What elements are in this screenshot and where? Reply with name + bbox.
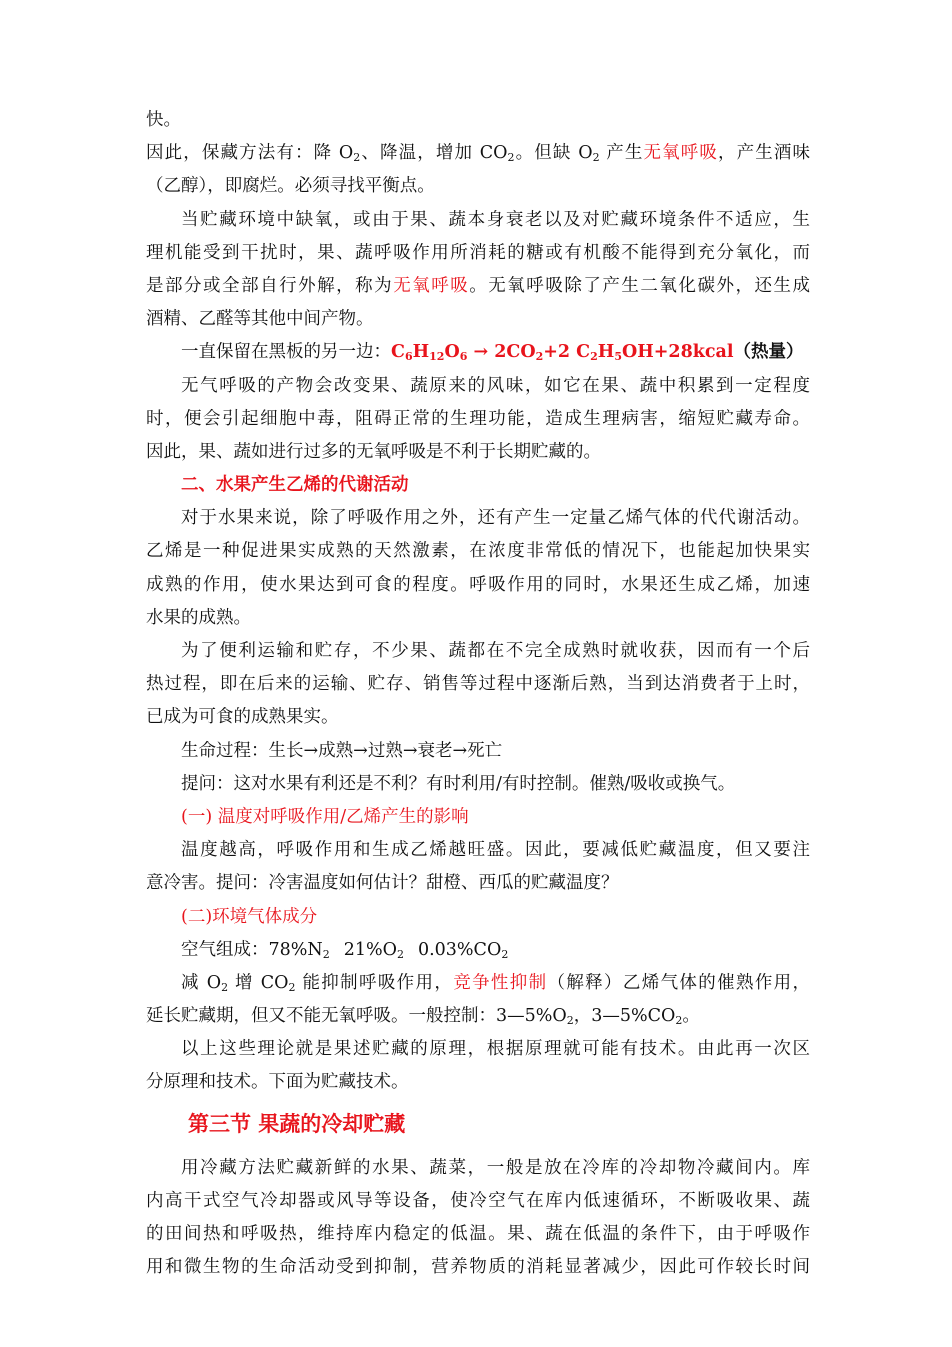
highlight-competitive: 竞争性抑制 [453,972,548,993]
highlight-anaerobic: 无氧呼吸 [643,143,718,164]
text-line: 延长贮藏期，但又不能无氧呼吸。一般控制：$3—5\%O_2$，$3—5\%CO_2$。 [146,1006,700,1028]
text-line: 空气组成：$78\%N_2$ $21\%O_2$ $0.03\%CO_2$ [181,939,509,961]
document-body [146,104,810,1284]
text-line: 快。 [146,110,181,130]
text-line: 减 $O_2$ 增 $CO_2$ 能抑制呼吸作用，竞争性抑制（解释）乙烯气体的催熟作用， [181,972,811,994]
text-line: 乙烯是一种促进果实成熟的天然激素，在浓度非常低的情况下，也能起加快果实 [146,541,810,562]
text-line: 生命过程：生长→成熟→过熟→衰老→死亡 [181,740,503,761]
text-line: 温度越高，呼吸作用和生成乙烯越旺盛。因此，要减低贮藏温度，但又要注 [181,840,810,861]
text-line: 用和微生物的生命活动受到抑制，营养物质的消耗显著减少，因此可作较长时间 [146,1257,810,1278]
section-heading: 第三节 果蔬的冷却贮藏 [188,1110,406,1136]
text-line: 对于水果来说，除了呼吸作用之外，还有产生一定量乙烯气体的代代谢活动。 [181,508,810,529]
text-line: 理机能受到干扰时，果、蔬呼吸作用所消耗的糖或有机酸不能得到充分氧化，而 [146,242,810,263]
text-line: 用冷藏方法贮藏新鲜的水果、蔬菜，一般是放在冷库的冷却物冷藏间内。库 [181,1157,810,1178]
text-line: 提问：这对水果有利还是不利？有时利用/有时控制。催熟/吸收或换气。 [181,773,736,794]
text-line: 的田间热和呼吸热，维持库内稳定的低温。果、蔬在低温的条件下，由于呼吸作 [146,1224,810,1244]
text-line: 因此，果、蔬如进行过多的无氧呼吸是不利于长期贮藏的。 [146,441,601,462]
text-line: （乙醇），即腐烂。必须寻找平衡点。 [146,176,435,197]
text-line: 以上这些理论就是果述贮藏的原理，根据原理就可能有技术。由此再一次区 [181,1039,810,1060]
subheading-temperature: (一) 温度对呼吸作用/乙烯产生的影响 [181,806,469,827]
text-line: 当贮藏环境中缺氧，或由于果、蔬本身衰老以及对贮藏环境条件不适应，生 [181,209,810,230]
chemical-formula: $C_6H_{12}O_6 \to 2CO_2+2$ $C_2H_5OH+28kcal$ [391,342,734,364]
text-line: 酒精、乙醛等其他中间产物。 [146,309,374,330]
text-line: 分原理和技术。下面为贮藏技术。 [146,1072,409,1093]
text-line: 内高干式空气冷却器或风导等设备，使冷空气在库内低速循环，不断吸收果、蔬 [146,1190,810,1211]
text-line: 为了便利运输和贮存，不少果、蔬都在不完全成熟时就收获，因而有一个后 [181,641,810,661]
subheading-gas: (二)环境气体成分 [181,906,318,927]
text-line: 意冷害。提问：冷害温度如何估计？甜橙、西瓜的贮藏温度？ [146,873,619,894]
text-line: 水果的成熟。 [146,607,251,628]
text-line: 因此，保藏方法有：降 $O_2$、降温，增加 $CO_2$。但缺 $O_2$ 产生无氧呼吸，产生酒味 [146,143,810,165]
formula-line: 一直保留在黑板的另一边：$C_6H_{12}O_6 \to 2CO_2+2$ $C_2H_5OH+28kcal$（热量） [181,342,804,364]
text-line: 成熟的作用，使水果达到可食的程度。呼吸作用的同时，水果还生成乙烯，加速 [146,574,810,595]
text-line: 时，便会引起细胞中毒，阻碍正常的生理功能，造成生理病害，缩短贮藏寿命。 [146,408,810,429]
highlight-anaerobic: 无氧呼吸 [393,275,470,296]
text-line: 无气呼吸的产物会改变果、蔬原来的风味，如它在果、蔬中积累到一定程度 [181,375,810,396]
heading-ethylene: 二、水果产生乙烯的代谢活动 [181,475,409,496]
text-line: 是部分或全部自行外解，称为无氧呼吸。无氧呼吸除了产生二氧化碳外，还生成 [146,275,811,296]
text-line: 热过程，即在后来的运输、贮存、销售等过程中逐渐后熟，当到达消费者于上时， [146,674,810,695]
text-line: 已成为可食的成熟果实。 [146,707,339,728]
